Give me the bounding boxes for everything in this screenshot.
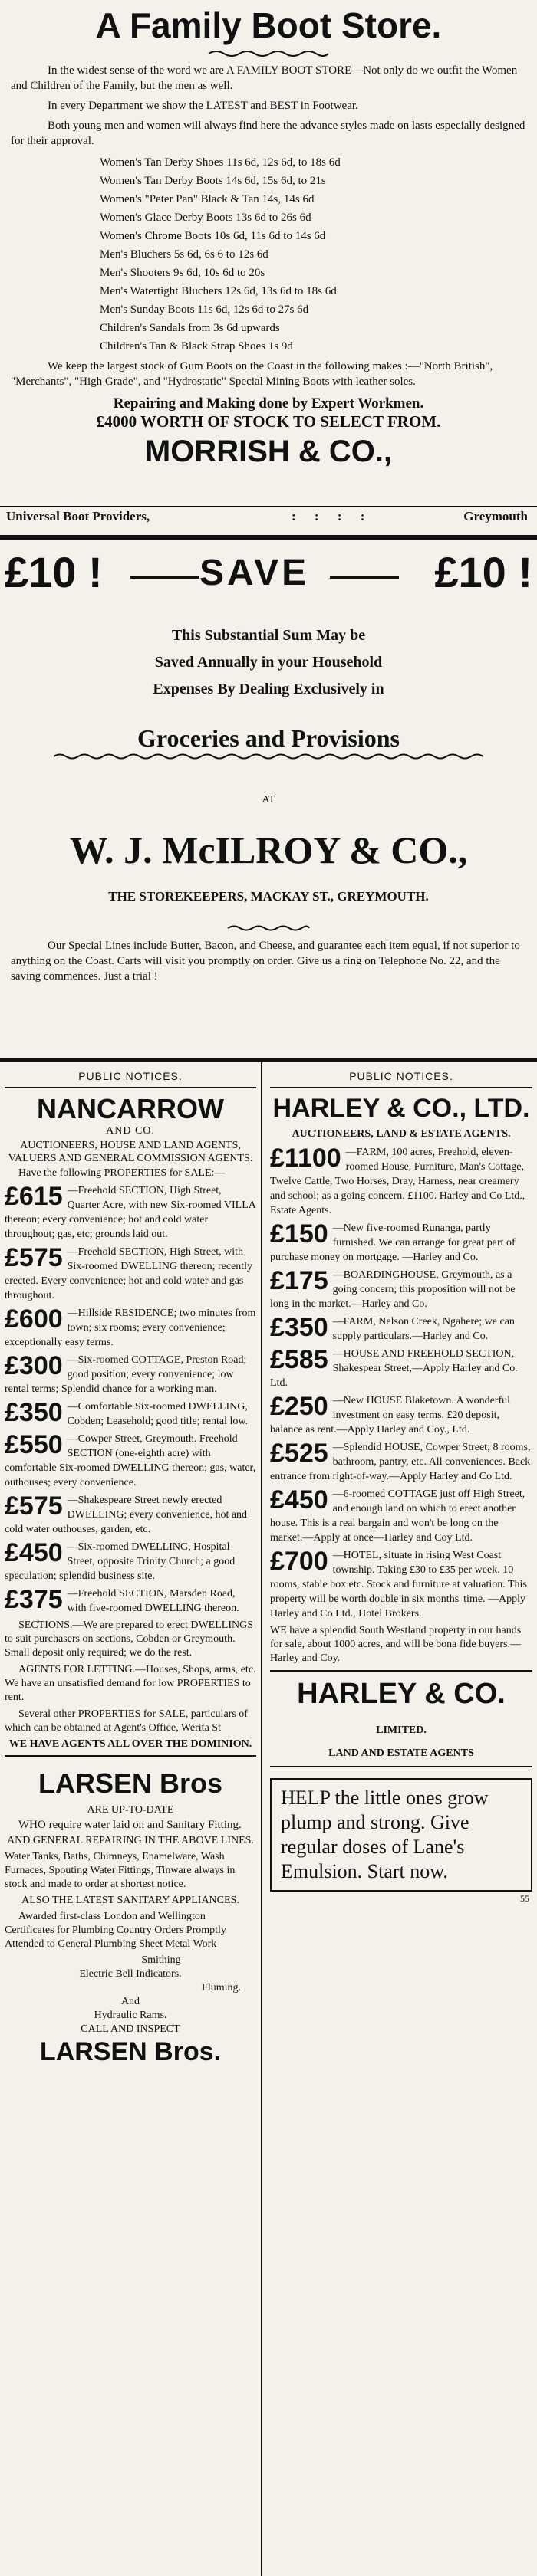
harley-listing <box>270 1145 532 1218</box>
harley-split: WE have a splendid South Westland property in our hands for sale, about 1000 acres, and will be bona fide buyers.—Harley and Coy. <box>270 1625 522 1664</box>
nancarrow-agents: WE HAVE AGENTS ALL OVER THE DOMINION. <box>8 1738 252 1750</box>
save-dash-right <box>330 576 399 579</box>
save-word: SAVE <box>199 553 310 593</box>
harley-listing-price: £150 <box>270 1219 328 1249</box>
harley-listing-text: —BOARDINGHOUSE, Greymouth, as a going concern; this proposition will not be long in the market.—Harley and Co. <box>270 1269 516 1310</box>
harley-listing-price: £1100 <box>270 1144 341 1173</box>
nancarrow-listing <box>5 1353 256 1396</box>
nancarrow-listing-price: £300 <box>5 1351 63 1380</box>
nancarrow-listing-text: —Hillside RESIDENCE; two minutes from town; six rooms; every convenience; exceptionally easy terms. <box>5 1308 256 1348</box>
left-hline-1 <box>5 1087 256 1088</box>
nancarrow-several: Several other PROPERTIES for SALE, particulars of which can be obtained at Agent's Office, Werita St <box>5 1708 248 1734</box>
harley-listing-price: £175 <box>270 1266 328 1295</box>
nancarrow-listing-price: £600 <box>5 1304 63 1334</box>
repair-line: Repairing and Making done by Expert Workmen. <box>113 395 424 412</box>
ten-pounds-left: £10 ! <box>5 548 103 596</box>
larsen-general: AND GENERAL REPAIRING IN THE ABOVE LINES. <box>7 1835 254 1846</box>
harley-listing <box>270 1268 532 1311</box>
nancarrow-listing-text: —Six-roomed COTTAGE, Preston Road; good position; every convenience; low rental terms; Splendid chance for a working man. <box>5 1354 247 1395</box>
larsen-who: WHO require water laid on and Sanitary Fitting. <box>18 1819 242 1831</box>
nancarrow-listing <box>5 1245 256 1303</box>
harley-listing <box>270 1393 532 1437</box>
harley-listing-text: —FARM, Nelson Creek, Ngahere; we can supply particulars.—Harley and Co. <box>332 1316 515 1342</box>
harley-listing-text: —HOTEL, situate in rising West Coast township. Taking £30 to £35 per week. 10 rooms, stable box etc. Stock and furniture at valuation. This property will be worth double in six months' time. —Apply Harley and Co Ltd., Hotel Brokers. <box>270 1550 527 1619</box>
nancarrow-listing-text: —Comfortable Six-roomed DWELLING, Cobden; Leasehold; good title; rental low. <box>67 1401 249 1427</box>
save-line-1: This Substantial Sum May be <box>171 627 366 644</box>
right-public-notices: PUBLIC NOTICES. <box>349 1070 453 1082</box>
nancarrow-listings <box>5 1183 256 1616</box>
gum-boots-text: We keep the largest stock of Gum Boots on the Coast in the following makes :—"North British", "Merchants", "High Grade", and "Hydrostatic" Special Mining Boots with leather soles. <box>11 360 493 388</box>
harley-listing-text: —HOUSE AND FREEHOLD SECTION, Shakespear Street,—Apply Harley and Co. Ltd. <box>270 1348 518 1389</box>
harley-name-2: HARLEY & CO. <box>297 1678 506 1710</box>
morrish-name: MORRISH & CO., <box>144 435 393 468</box>
nancarrow-listing-text: —Freehold SECTION, Marsden Road, with five-roomed DWELLING thereon. <box>67 1588 239 1614</box>
groceries-title: Groceries and Provisions <box>137 724 400 752</box>
save-dash-left <box>130 576 199 579</box>
harley-listing-price: £350 <box>270 1313 328 1342</box>
left-public-notices: PUBLIC NOTICES. <box>78 1070 183 1082</box>
larsen-and: And <box>120 1996 140 2007</box>
harley-land-estate: LAND AND ESTATE AGENTS <box>328 1747 474 1759</box>
right-hline-2 <box>270 1670 532 1672</box>
nancarrow-listing-price: £615 <box>5 1182 63 1211</box>
lanes-text: HELP the little ones grow plump and strong. Give regular doses of Lane's Emulsion. Start now. <box>281 1787 489 1882</box>
boot-young: Both young men and women will always find here the advance styles made on lasts especially designed for their approval. <box>11 120 525 147</box>
squiggle-ornament <box>207 49 330 58</box>
boot-list-item: Men's Shooters 9s 6d, 10s 6d to 20s <box>100 267 265 279</box>
boot-providers: Universal Boot Providers, <box>6 509 150 523</box>
harley-listing-text: —New HOUSE Blaketown. A wonderful investment on easy terms. £20 deposit, balance as rent.—Apply Harley and Coy., Ltd. <box>270 1395 511 1436</box>
harley-listing-price: £585 <box>270 1345 328 1374</box>
harley-listing-text: —6-roomed COTTAGE just off High Street, and enough land on which to erect another house. This is a real bargain and won't be long on the market.—Apply at once—Harley and Coy Ltd. <box>270 1488 525 1544</box>
boot-list-item: Women's "Peter Pan" Black & Tan 14s, 14s 6d <box>100 193 315 205</box>
at-word: AT <box>262 794 275 806</box>
larsen-uptodate: ARE UP-TO-DATE <box>87 1804 174 1816</box>
lanes-emulsion-ad <box>270 1778 532 1892</box>
nancarrow-listing <box>5 1183 256 1242</box>
nancarrow-name: NANCARROW <box>37 1093 224 1124</box>
nancarrow-listing <box>5 1540 256 1583</box>
boot-price-list <box>0 153 537 356</box>
larsen-awarded: Awarded first-class London and Wellington Certificates for Plumbing Country Orders Promptly Attended to General Plumbing Sheet Metal Work <box>5 1911 226 1950</box>
special-lines: Our Special Lines include Butter, Bacon, and Cheese, and guarantee each item equal, if not superior to anything on the Coast. Carts will visit you promptly on order. Give us a ring on Telephone No. 22, and the saving commences. Just a trial ! <box>11 940 520 983</box>
boot-list-item: Children's Tan & Black Strap Shoes 1s 9d <box>100 340 293 353</box>
larsen-sanitary: ALSO THE LATEST SANITARY APPLIANCES. <box>21 1895 239 1906</box>
nancarrow-listing-price: £575 <box>5 1243 63 1272</box>
nancarrow-have: Have the following PROPERTIES for SALE:— <box>18 1167 226 1179</box>
nancarrow-listing-text: —Cowper Street, Greymouth. Freehold SECTION (one-eighth acre) with comfortable Six-roomed DWELLING thereon; gas, water, outhouses; every convenience. <box>5 1433 256 1488</box>
left-hline-2 <box>5 1755 256 1757</box>
boot-dept: In every Department we show the LATEST and BEST in Footwear. <box>48 100 358 112</box>
nancarrow-desc: AUCTIONEERS, HOUSE AND LAND AGENTS, VALUERS AND GENERAL COMMISSION AGENTS. <box>8 1140 253 1164</box>
boot-list-item: Women's Tan Derby Boots 14s 6d, 15s 6d, to 21s <box>100 175 326 187</box>
column-divider <box>261 1062 262 2576</box>
mcilroy-ad <box>0 541 537 1055</box>
nancarrow-sections: SECTIONS.—We are prepared to erect DWELLINGS to suit purchasers on sections, Cobden or Greymouth. Small deposit only required; we do the rest. <box>5 1619 253 1659</box>
nancarrow-listing <box>5 1587 256 1616</box>
stock-line: £4000 WORTH OF STOCK TO SELECT FROM. <box>96 412 441 431</box>
save-line-2: Saved Annually in your Household <box>154 654 383 671</box>
save-line-3: Expenses By Dealing Exclusively in <box>153 681 384 697</box>
nancarrow-listing-price: £450 <box>5 1538 63 1567</box>
harley-listing-price: £450 <box>270 1485 328 1514</box>
boot-list-item: Men's Watertight Bluchers 12s 6d, 13s 6d to 18s 6d <box>100 285 337 297</box>
nancarrow-listing-text: —Freehold SECTION, High Street, with Six-roomed DWELLING thereon; recently erected. Every convenience; hot and cold water and gas throughout. <box>5 1246 253 1301</box>
harley-listing <box>270 1548 532 1621</box>
public-notices-columns <box>0 1062 537 2576</box>
larsen-electric: Electric Bell Indicators. <box>79 1968 182 1980</box>
mcilroy-squiggle <box>226 924 311 932</box>
larsen-tanks: Water Tanks, Baths, Chimneys, Enamelware, Wash Furnaces, Spouting Water Fittings, Tinware always in stock and made to order at shortest notice. <box>5 1851 236 1890</box>
harley-listing-text: —FARM, 100 acres, Freehold, eleven-roomed House, Furniture, Man's Cottage, Twelve Cattle, Two Horses, Dray, Harness, near creamery and school; as a going concern. £1100. Harley and Co Ltd., Estate Agents. <box>270 1147 525 1216</box>
larsen-call: CALL AND INSPECT <box>81 2023 180 2035</box>
larsen-fluming: Fluming. <box>202 1982 241 1994</box>
boot-list-item: Men's Bluchers 5s 6d, 6s 6 to 12s 6d <box>100 248 268 261</box>
ten-pounds-right: £10 ! <box>434 548 532 596</box>
nancarrow-listing <box>5 1400 256 1429</box>
groceries-underline <box>54 753 483 760</box>
harley-listing-price: £525 <box>270 1439 328 1468</box>
harley-listing-price: £250 <box>270 1392 328 1421</box>
nancarrow-andco: AND CO. <box>106 1125 155 1137</box>
nancarrow-listing <box>5 1306 256 1350</box>
storekeepers-line <box>0 889 537 904</box>
harley-listing <box>270 1440 532 1484</box>
nancarrow-listing-text: —Shakespeare Street newly erected DWELLING; every convenience, hot and cold water outhouses, garden, etc. <box>5 1495 248 1535</box>
harley-listing <box>270 1314 532 1344</box>
nancarrow-listing-price: £350 <box>5 1398 63 1427</box>
boot-list-item: Men's Sunday Boots 11s 6d, 12s 6d to 27s 6d <box>100 304 309 316</box>
nancarrow-listing <box>5 1493 256 1537</box>
boot-list-item: Women's Tan Derby Shoes 11s 6d, 12s 6d, to 18s 6d <box>100 156 341 169</box>
family-boot-store-ad <box>0 0 537 535</box>
harley-listing <box>270 1487 532 1545</box>
harley-limited: LIMITED. <box>376 1724 427 1736</box>
nancarrow-listing-price: £550 <box>5 1430 63 1459</box>
harley-listing-text: —Splendid HOUSE, Cowper Street; 8 rooms, bathroom, pantry, etc. All conveniences. Back entrance from right-of-way.—Apply Harley and Co Ltd. <box>270 1442 531 1482</box>
harley-listing-text: —New five-roomed Runanga, partly furnished. We can arrange for great part of purchase money on mortgage. —Harley and Co. <box>270 1222 516 1263</box>
larsen-smithing: Smithing <box>141 1954 181 1966</box>
ad-number: 55 <box>520 1893 529 1904</box>
left-column <box>0 1062 261 2576</box>
mcilroy-name: W. J. McILROY & CO., <box>69 829 468 871</box>
larsen-name: LARSEN Bros <box>38 1767 223 1799</box>
nancarrow-listing-price: £375 <box>5 1585 63 1614</box>
right-hline-3 <box>270 1766 532 1767</box>
nancarrow-listing-price: £575 <box>5 1491 63 1521</box>
right-hline-1 <box>270 1087 532 1088</box>
nancarrow-listing-text: —Freehold SECTION, High Street, Quarter Acre, with new Six-roomed VILLA thereon; every convenience; hot and cold water throughout; gas, etc; grounds laid out. <box>5 1185 256 1240</box>
boot-colons: : : : : <box>292 509 373 523</box>
larsen-name-2: LARSEN Bros. <box>39 2037 222 2066</box>
harley-desc <box>270 1128 532 1140</box>
right-column <box>264 1062 537 2576</box>
larsen-rams: Hydraulic Rams. <box>94 2010 167 2021</box>
boot-list-item: Children's Sandals from 3s 6d upwards <box>100 322 280 334</box>
boot-store-title: A Family Boot Store. <box>95 5 442 45</box>
harley-listings <box>270 1145 532 1621</box>
boot-town: Greymouth <box>463 509 528 523</box>
boot-intro: In the widest sense of the word we are A FAMILY BOOT STORE—Not only do we outfit the Women and Children of the Family, but the men as well. <box>11 64 518 92</box>
storekeepers-text: THE STOREKEEPERS, MACKAY ST., GREYMOUTH. <box>108 889 429 904</box>
harley-listing <box>270 1221 532 1265</box>
save-banner <box>0 541 537 613</box>
nancarrow-letting: AGENTS FOR LETTING.—Houses, Shops, arms, etc. We have an unsatisfied demand for low PROPERTIES to rent. <box>5 1664 256 1703</box>
harley-desc-text: AUCTIONEERS, LAND & ESTATE AGENTS. <box>292 1128 511 1140</box>
harley-listing-price: £700 <box>270 1547 328 1576</box>
boot-rule <box>0 506 537 507</box>
harley-listing <box>270 1347 532 1390</box>
nancarrow-listing-text: —Six-roomed DWELLING, Hospital Street, opposite Trinity Church; a good speculation; splendid business site. <box>5 1541 236 1582</box>
boot-list-item: Women's Chrome Boots 10s 6d, 11s 6d to 14s 6d <box>100 230 326 242</box>
boot-list-item: Women's Glace Derby Boots 13s 6d to 26s 6d <box>100 212 311 224</box>
harley-name: HARLEY & CO., LTD. <box>272 1094 530 1123</box>
section-rule-1 <box>0 535 537 540</box>
section-rule-2 <box>0 1058 537 1062</box>
nancarrow-listing <box>5 1432 256 1490</box>
